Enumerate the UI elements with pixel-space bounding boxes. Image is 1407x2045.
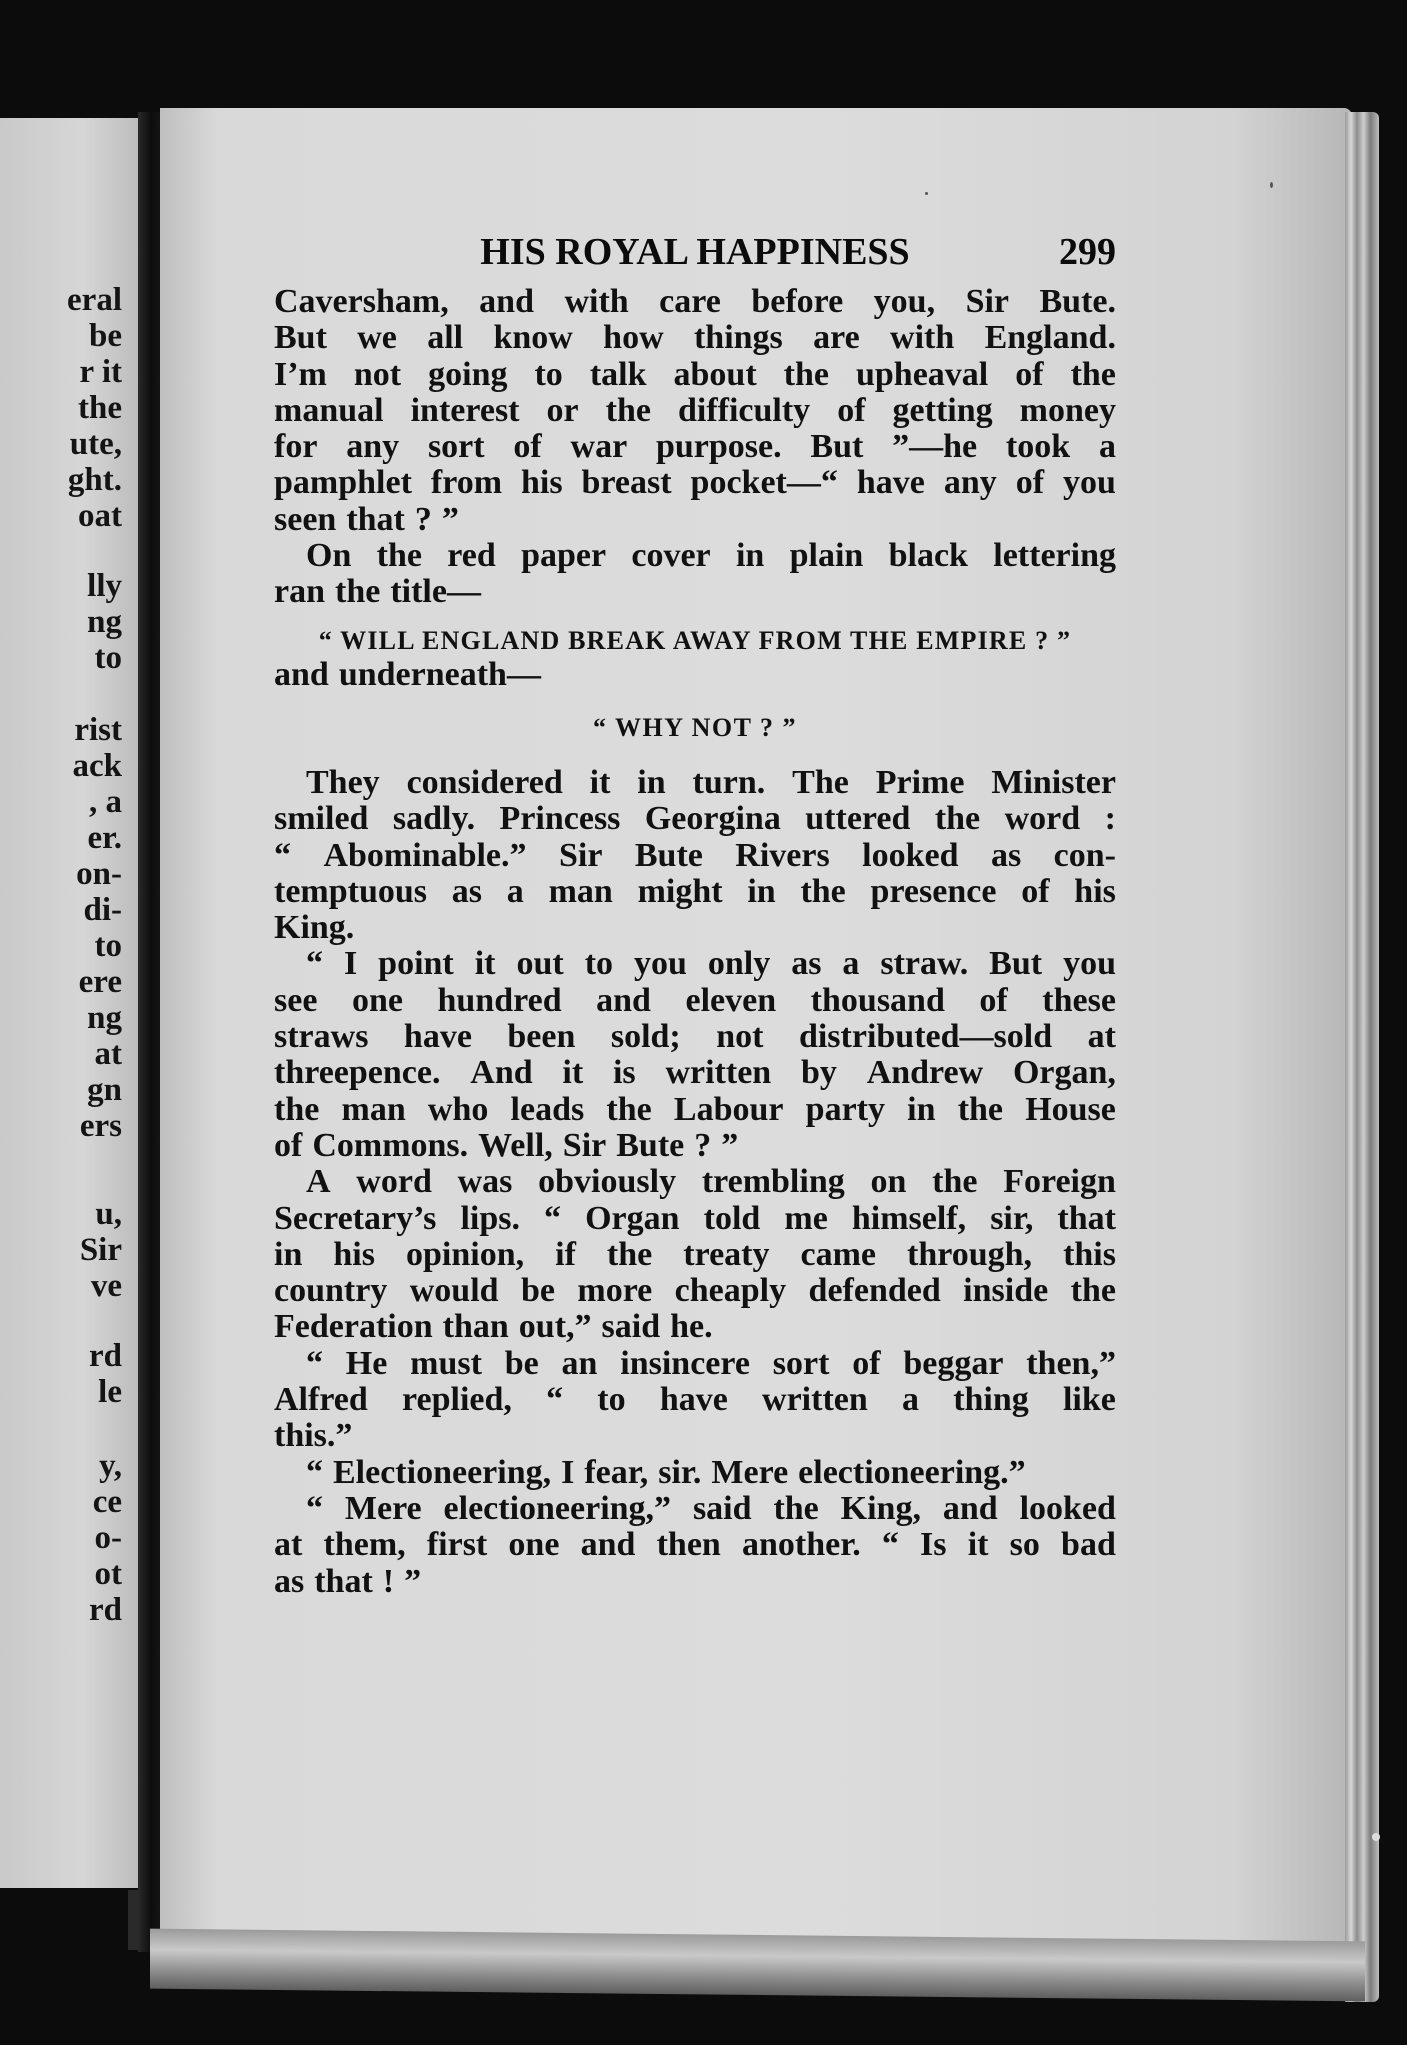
page-number: 299 [1059,231,1116,273]
text-line: see one hundred and eleven thousand of these [274,981,1116,1019]
paragraph-7 [274,1455,1116,1491]
facing-page-fragment: ng [87,1000,122,1036]
paragraph-3 [274,765,1116,946]
facing-page-fragment: r it [79,354,122,390]
facing-page-fragment: ve [90,1268,122,1304]
text-line: “ He must be an insincere sort of beggar then,” [306,1344,1116,1382]
text-line: “ I point it out to you only as a straw. But you [306,945,1116,983]
text-line: straws have been sold; not distributed—sold at [274,1018,1116,1056]
text-line: pamphlet from his breast pocket—“ have any of you [274,464,1116,502]
facing-page-fragment: rist [74,712,122,748]
text-line: manual interest or the difficulty of getting money [274,391,1116,429]
facing-page-fragment: ack [72,748,122,784]
text-line: in his opinion, if the treaty came through, this [274,1235,1116,1273]
facing-page-fragment: ers [79,1108,122,1144]
paragraph-5 [274,1164,1116,1345]
dust-speck [1372,1833,1380,1841]
text-line: temptuous as a man might in the presence of his [274,872,1116,910]
dust-speck [1270,182,1273,188]
text-line: ran the title— [274,573,481,611]
text-line: the man who leads the Labour party in the House [274,1090,1116,1128]
text-line: But we all know how things are with England. [274,319,1116,357]
paragraph-8 [274,1491,1116,1600]
paragraph-6 [274,1346,1116,1455]
facing-page-fragment: to [94,640,122,676]
text-line: seen that ? ” [274,500,459,538]
text-line: as that ! ” [274,1562,422,1600]
facing-page-fragment: gn [87,1072,122,1108]
facing-page-fragment: di- [83,892,122,928]
facing-page [0,118,138,1888]
facing-page-fragment: o- [94,1520,122,1556]
facing-page-fragment: be [89,318,122,354]
text-line: “ Abominable.” Sir Bute Rivers looked as con- [274,836,1116,874]
paragraph-1 [274,284,1116,538]
facing-page-fragment: at [94,1036,122,1072]
paragraph-underneath [274,657,1116,693]
facing-page-fragment: ng [87,604,122,640]
facing-page-fragment: rd [89,1338,122,1374]
text-line: On the red paper cover in plain black lettering [306,537,1116,575]
facing-page-fragment: eral [67,282,122,318]
running-title: HIS ROYAL HAPPINESS [480,231,910,273]
text-line: Caversham, and with care before you, Sir Bute. [274,283,1116,320]
page-stack-edge [1345,112,1379,2002]
paragraph-2 [274,538,1116,611]
facing-page-fragment: Sir [79,1232,122,1268]
facing-page-fragment: ot [94,1556,122,1592]
running-head [274,230,1116,276]
facing-page-fragment: rd [89,1592,122,1628]
facing-page-fragment: ute, [69,426,122,462]
paragraph-4 [274,946,1116,1164]
text-line: They considered it in turn. The Prime Minister [306,763,1116,801]
page-text [274,230,1116,1600]
text-line: Federation than out,” said he. [274,1308,713,1346]
facing-page-fragment: u, [95,1196,122,1232]
facing-page-fragment: lly [87,568,122,604]
facing-page-fragment: er. [87,820,122,856]
text-line: Alfred replied, “ to have written a thing like [274,1381,1116,1419]
facing-page-fragment: to [94,928,122,964]
pamphlet-title: “ WILL ENGLAND BREAK AWAY FROM THE EMPIRE ? ” [318,625,1072,655]
text-line: and underneath— [274,655,541,693]
pamphlet-subtitle: “ WHY NOT ? ” [593,712,797,742]
text-line: of Commons. Well, Sir Bute ? ” [274,1126,739,1164]
facing-page-fragment: ere [78,964,122,1000]
text-line: A word was obviously trembling on the Foreign [306,1163,1116,1201]
text-line: smiled sadly. Princess Georgina uttered the word : [274,800,1116,838]
facing-page-fragment: on- [76,856,122,892]
page-bottom-edge [150,1929,1365,2002]
text-line: country would be more cheaply defended inside the [274,1272,1116,1310]
text-line: I’m not going to talk about the upheaval of the [274,355,1116,393]
facing-page-fragment: the [78,390,122,426]
facing-page-fragment: , a [89,784,122,820]
text-line: this.” [274,1417,353,1455]
facing-page-fragment: ce [92,1484,122,1520]
facing-page-fragment: ght. [67,462,122,498]
facing-page-fragment: oat [78,498,122,534]
text-line: threepence. And it is written by Andrew Organ, [274,1054,1116,1092]
text-line: King. [274,909,355,947]
text-line: “ Electioneering, I fear, sir. Mere electioneering.” [306,1453,1026,1491]
text-line: for any sort of war purpose. But ”—he took a [274,428,1116,466]
facing-page-fragment: y, [99,1448,122,1484]
dust-speck [925,192,928,195]
facing-page-fragment: le [98,1374,122,1410]
text-line: at them, first one and then another. “ Is it so bad [274,1526,1116,1564]
text-line: “ Mere electioneering,” said the King, and looked [306,1489,1116,1527]
text-line: Secretary’s lips. “ Organ told me himself, sir, that [274,1199,1116,1237]
